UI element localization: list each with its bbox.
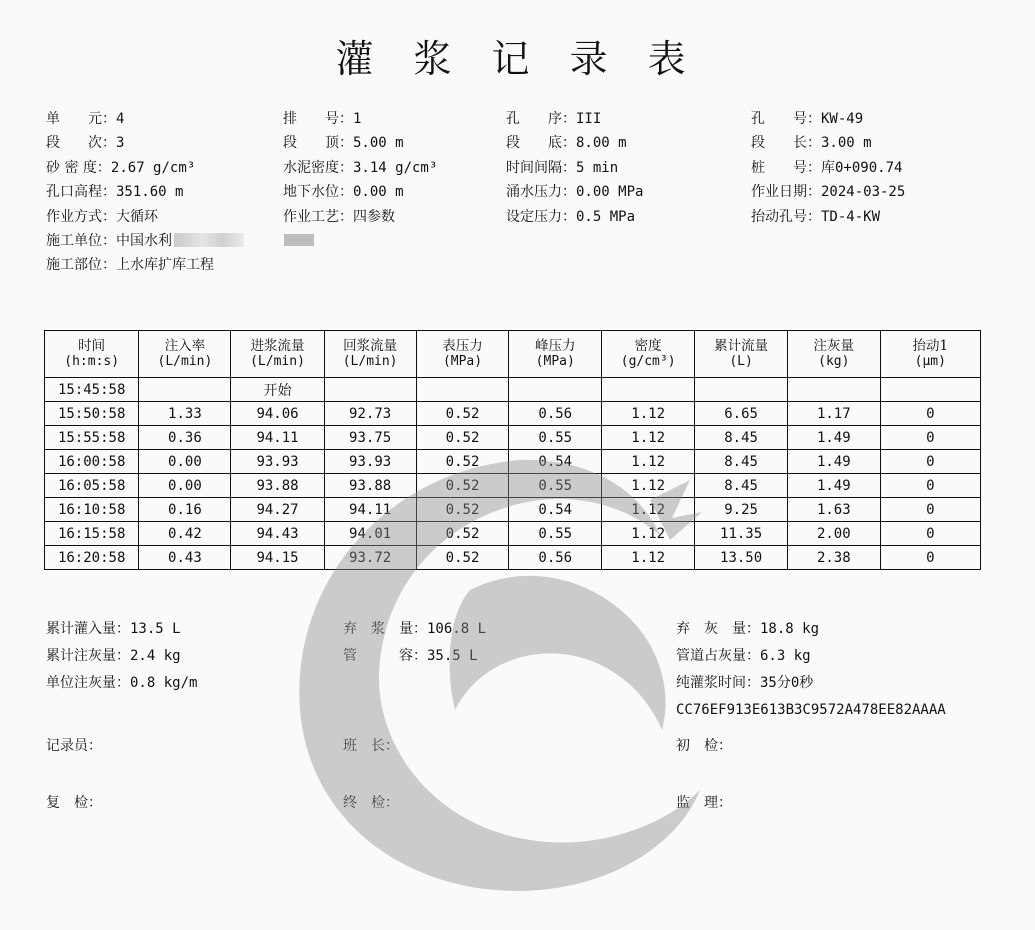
summary-value: 2.4 kg (130, 648, 181, 664)
table-cell: 94.27 (231, 498, 324, 522)
meta-field (283, 181, 404, 201)
table-cell: 0 (880, 522, 980, 546)
table-cell: 0.42 (139, 522, 231, 546)
table-row (45, 498, 981, 522)
meta-field (283, 157, 437, 177)
meta-label: 桩 号： (751, 159, 821, 176)
meta-value: 5.00 m (353, 135, 404, 152)
table-row (45, 426, 981, 450)
meta-value: 3.00 m (821, 135, 872, 152)
table-cell: 0.00 (139, 474, 231, 498)
meta-label: 段 长： (751, 135, 821, 152)
table-cell: 0.52 (416, 474, 509, 498)
table-cell: 0.55 (509, 522, 602, 546)
table-cell: 0.52 (416, 546, 509, 570)
summary-label: 弃 浆 量： (343, 621, 427, 637)
table-cell: 1.17 (788, 402, 881, 426)
table-cell: 1.12 (602, 498, 695, 522)
table-cell: 11.35 (695, 522, 788, 546)
meta-row (46, 132, 1006, 156)
table-cell: 1.33 (139, 402, 231, 426)
table-cell: 16:05:58 (45, 474, 139, 498)
meta-field (751, 132, 872, 152)
column-header-unit: (μm) (914, 354, 946, 369)
meta-field (46, 132, 124, 152)
meta-value: 0.00 m (353, 184, 404, 201)
column-header (602, 331, 695, 378)
meta-value: KW-49 (821, 111, 864, 127)
meta-value: 上水库扩库工程 (116, 257, 214, 274)
summary-row (46, 672, 1006, 699)
column-header-unit: (L/min) (250, 354, 305, 369)
meta-value: TD-4-KW (821, 208, 881, 225)
redacted-blur (284, 234, 314, 246)
table-cell: 13.50 (695, 546, 788, 570)
column-header-unit: (kg) (818, 354, 850, 369)
table-cell: 开始 (231, 378, 324, 402)
table-cell: 8.45 (695, 426, 788, 450)
table-cell: 2.38 (788, 546, 881, 570)
meta-value: 库0+090.74 (821, 159, 903, 176)
column-header-unit: (g/cm³) (620, 354, 676, 369)
table-cell: 94.01 (324, 522, 416, 546)
meta-field (751, 206, 880, 226)
table-cell: 93.75 (324, 426, 416, 450)
table-cell: 0.54 (509, 450, 602, 474)
meta-value: 四参数 (353, 208, 395, 225)
column-header-name: 时间 (78, 338, 106, 354)
header-fields (46, 108, 1006, 279)
column-header-unit: (MPa) (535, 354, 575, 369)
signature-label: 终 检： (343, 795, 399, 811)
signature-label: 记录员： (46, 738, 102, 754)
meta-field (46, 230, 314, 250)
table-cell: 92.73 (324, 402, 416, 426)
table-cell: 16:10:58 (45, 498, 139, 522)
table-cell (880, 378, 980, 402)
summary-field (343, 618, 486, 638)
column-header-name: 表压力 (442, 338, 483, 354)
column-header-name: 进浆流量 (250, 338, 305, 354)
meta-label: 设定压力： (506, 208, 576, 225)
table-cell: 0 (880, 546, 980, 570)
summary-value: 13.5 L (130, 621, 181, 637)
table-cell: 0 (880, 450, 980, 474)
meta-label: 施工部位： (46, 257, 116, 274)
meta-label: 单 元： (46, 111, 116, 127)
column-header-unit: (L/min) (342, 354, 398, 369)
table-cell (509, 378, 602, 402)
table-cell: 0.52 (416, 450, 509, 474)
table-cell: 0.36 (139, 426, 231, 450)
table-cell: 0.56 (509, 546, 602, 570)
table-cell: 0 (880, 426, 980, 450)
column-header-name: 回浆流量 (343, 338, 398, 354)
summary-value: 6.3 kg (760, 648, 811, 664)
summary-value: 106.8 L (427, 621, 487, 637)
meta-value: 0.00 MPa (576, 184, 644, 201)
meta-label: 地下水位： (283, 184, 353, 201)
table-cell: 93.88 (231, 474, 324, 498)
meta-field (46, 108, 124, 128)
meta-value: 3 (116, 135, 125, 152)
meta-value: III (576, 111, 602, 127)
meta-label: 孔 号： (751, 111, 821, 127)
table-cell (324, 378, 416, 402)
column-header (509, 331, 602, 378)
meta-value: 0.5 MPa (576, 208, 636, 225)
table-cell: 1.49 (788, 426, 881, 450)
meta-value: 大循环 (116, 208, 158, 225)
meta-label: 涌水压力： (506, 184, 576, 201)
table-cell: 0 (880, 474, 980, 498)
column-header (788, 331, 881, 378)
summary-field (676, 672, 813, 692)
meta-value: 5 min (576, 159, 619, 176)
meta-label: 作业方式： (46, 208, 116, 225)
table-cell: 6.65 (695, 402, 788, 426)
table-cell: 1.49 (788, 474, 881, 498)
table-cell: 1.12 (602, 402, 695, 426)
meta-value: 中国水利 (116, 232, 172, 249)
column-header-unit: (L/min) (157, 354, 213, 369)
table-cell: 1.12 (602, 450, 695, 474)
column-header (695, 331, 788, 378)
table-cell: 0.43 (139, 546, 231, 570)
signature-label: 初 检： (676, 738, 732, 754)
meta-row (46, 230, 1006, 254)
meta-value: 2024-03-25 (821, 184, 906, 201)
meta-label: 作业日期： (751, 184, 821, 201)
table-row (45, 522, 981, 546)
redacted-blur (174, 233, 244, 247)
table-cell (416, 378, 509, 402)
meta-label: 作业工艺： (283, 208, 353, 225)
meta-value: 351.60 m (116, 184, 184, 201)
summary-field (676, 645, 811, 665)
column-header-name: 峰压力 (535, 338, 576, 354)
column-header-name: 注入率 (164, 338, 206, 354)
meta-field (506, 132, 627, 152)
table-cell: 94.11 (231, 426, 324, 450)
table-cell (695, 378, 788, 402)
meta-label: 孔口高程： (46, 184, 116, 201)
meta-value: 1 (353, 111, 362, 127)
summary-value: 0.8 kg/m (130, 675, 198, 691)
table-cell: 9.25 (695, 498, 788, 522)
table-cell: 8.45 (695, 474, 788, 498)
column-header-unit: (MPa) (442, 354, 483, 369)
table-cell: 15:45:58 (45, 378, 139, 402)
summary-row (46, 645, 1006, 672)
meta-field (506, 157, 618, 177)
summary-value: 18.8 kg (760, 621, 820, 637)
table-cell (788, 378, 881, 402)
table-cell: 1.63 (788, 498, 881, 522)
meta-value: 3.14 g/cm³ (353, 159, 438, 176)
summary-label: 累计灌入量： (46, 621, 130, 637)
table-cell: 1.49 (788, 450, 881, 474)
column-header-name: 抬动1 (912, 338, 949, 354)
meta-label: 施工单位： (46, 232, 116, 249)
grouting-data-table (44, 330, 981, 570)
column-header-unit: (h:m:s) (64, 354, 120, 369)
meta-field (283, 206, 395, 226)
table-cell: 94.15 (231, 546, 324, 570)
meta-label: 段 次： (46, 135, 116, 152)
table-row (45, 402, 981, 426)
table-cell: 94.06 (231, 402, 324, 426)
meta-field (506, 108, 601, 128)
table-cell (139, 378, 231, 402)
table-cell: 1.12 (602, 474, 695, 498)
signature-label: 监 理： (676, 795, 732, 811)
table-row (45, 450, 981, 474)
meta-row (46, 181, 1006, 205)
table-cell: 16:00:58 (45, 450, 139, 474)
meta-field (751, 181, 905, 201)
table-cell: 8.45 (695, 450, 788, 474)
table-cell: 15:55:58 (45, 426, 139, 450)
table-row (45, 546, 981, 570)
table-cell: 93.88 (324, 474, 416, 498)
table-cell: 0.56 (509, 402, 602, 426)
column-header-name: 累计流量 (714, 338, 769, 354)
meta-value: 8.00 m (576, 135, 627, 152)
table-cell: 0.52 (416, 402, 509, 426)
summary-field (343, 645, 478, 665)
summary-field (676, 618, 819, 638)
table-cell: 16:20:58 (45, 546, 139, 570)
table-cell: 93.72 (324, 546, 416, 570)
table-cell: 0.54 (509, 498, 602, 522)
table-body (45, 378, 981, 570)
table-header-row (45, 331, 981, 378)
table-cell: 15:50:58 (45, 402, 139, 426)
table-cell: 0 (880, 402, 980, 426)
summary-label: 单位注灰量： (46, 675, 130, 691)
column-header (324, 331, 416, 378)
meta-field (283, 132, 404, 152)
meta-row (46, 206, 1006, 230)
meta-row (46, 108, 1006, 132)
meta-field (283, 108, 361, 128)
meta-field (46, 157, 195, 177)
table-cell: 0.55 (509, 426, 602, 450)
page-title: 灌 浆 记 录 表 (335, 37, 700, 81)
summary-field (46, 645, 181, 665)
table-cell: 1.12 (602, 546, 695, 570)
column-header-name: 密度 (634, 338, 662, 354)
table-cell: 2.00 (788, 522, 881, 546)
table-cell: 0.52 (416, 498, 509, 522)
summary-row (46, 618, 1006, 645)
summary-label: 累计注灰量： (46, 648, 130, 664)
meta-row (46, 254, 1006, 278)
meta-label: 水泥密度： (283, 159, 353, 176)
meta-field (506, 206, 635, 226)
column-header-name: 注灰量 (813, 338, 855, 354)
meta-field (751, 157, 902, 177)
summary-value: 35.5 L (427, 648, 478, 664)
meta-field (46, 181, 183, 201)
meta-row (46, 157, 1006, 181)
meta-value: 2.67 g/cm³ (110, 159, 196, 176)
meta-field (46, 254, 214, 274)
meta-field (46, 206, 158, 226)
table-cell: 0 (880, 498, 980, 522)
table-cell: 16:15:58 (45, 522, 139, 546)
summary-field (46, 618, 181, 638)
table-cell (602, 378, 695, 402)
meta-label: 时间间隔： (506, 159, 576, 176)
meta-label: 排 号： (283, 111, 353, 127)
table-cell: 1.12 (602, 426, 695, 450)
summary-label: 弃 灰 量： (676, 621, 760, 637)
record-hash: CC76EF913E613B3C9572A478EE82AAAA (676, 702, 946, 718)
meta-field (751, 108, 863, 128)
summary-field (46, 672, 197, 692)
table-cell: 1.12 (602, 522, 695, 546)
table-cell: 0.52 (416, 522, 509, 546)
table-cell: 93.93 (231, 450, 324, 474)
summary-label: 管 容： (343, 648, 427, 664)
column-header (139, 331, 231, 378)
meta-label: 孔 序： (506, 111, 576, 127)
table-cell: 0.55 (509, 474, 602, 498)
table-cell: 93.93 (324, 450, 416, 474)
column-header (880, 331, 980, 378)
meta-label: 段 顶： (283, 135, 353, 152)
table-row (45, 378, 981, 402)
summary-value: 35分0秒 (760, 675, 814, 691)
meta-label: 砂 密 度： (46, 159, 111, 176)
signature-label: 班 长： (343, 738, 399, 754)
meta-label: 段 底： (506, 135, 576, 152)
column-header (231, 331, 324, 378)
table-cell: 0.52 (416, 426, 509, 450)
table-cell: 94.11 (324, 498, 416, 522)
meta-field (506, 181, 643, 201)
table-row (45, 474, 981, 498)
meta-value: 4 (116, 111, 125, 127)
column-header-unit: (L) (729, 354, 753, 369)
signature-label: 复 检： (46, 795, 102, 811)
summary-fields (46, 618, 1006, 699)
table-cell: 94.43 (231, 522, 324, 546)
column-header (45, 331, 139, 378)
meta-label: 抬动孔号： (751, 208, 821, 225)
summary-label: 纯灌浆时间： (676, 675, 760, 691)
table-cell: 0.00 (139, 450, 231, 474)
column-header (416, 331, 509, 378)
table-cell: 0.16 (139, 498, 231, 522)
summary-label: 管道占灰量： (676, 648, 760, 664)
